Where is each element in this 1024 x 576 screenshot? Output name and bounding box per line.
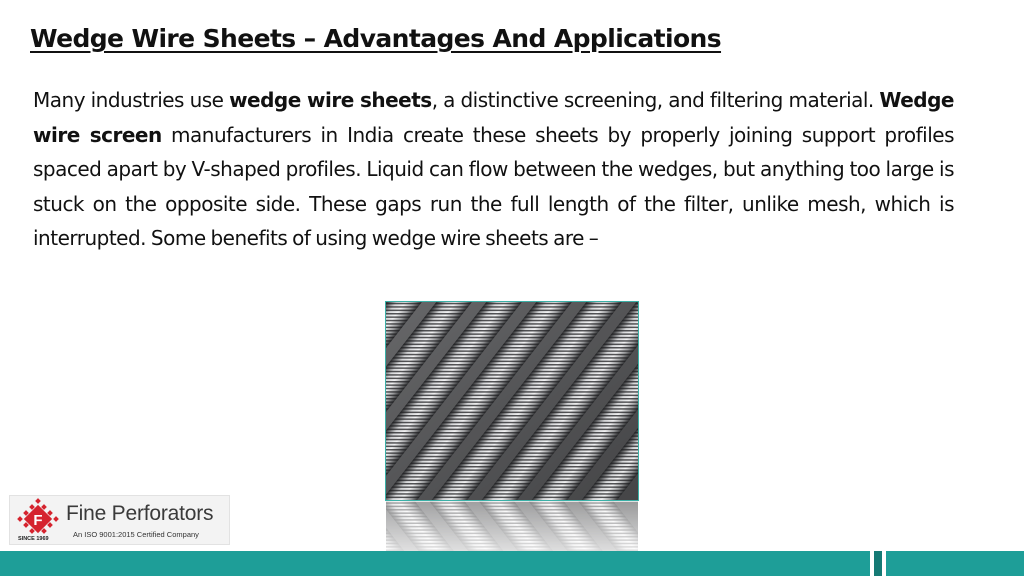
body-paragraph bbox=[33, 83, 954, 256]
text-run: Many industries use bbox=[33, 88, 230, 112]
logo-mark-letter: F bbox=[33, 512, 43, 529]
logo-brand-name: Fine Perforators bbox=[66, 502, 214, 525]
logo-tagline: An ISO 9001:2015 Certified Company bbox=[73, 530, 199, 539]
logo-since: SINCE 1969 bbox=[18, 536, 49, 542]
text-run: manufacturers in India create these sheets by properly joining support profiles spaced apart by V-shaped profiles. Liquid can flow between the wedges, but anything too large is stuck on the opposite side. These gaps run the full length of the filter, unlike mesh, which is interrupted. Some benefits of using wedge wire sheets are – bbox=[33, 122, 955, 251]
footer-accent-bar bbox=[0, 551, 1024, 576]
bold-run-wedge-wire-sheets: wedge wire sheets bbox=[229, 88, 432, 112]
slide-title: Wedge Wire Sheets – Advantages And Applications bbox=[30, 24, 722, 53]
wedge-wire-photo bbox=[385, 301, 639, 501]
company-logo bbox=[9, 495, 230, 545]
footer-divider bbox=[874, 551, 882, 576]
footer-divider bbox=[882, 551, 886, 576]
text-run: , a distinctive screening, and filtering material. bbox=[431, 88, 880, 112]
bold-run-wedge-wire-screen: Wedge wire screen bbox=[33, 88, 954, 147]
